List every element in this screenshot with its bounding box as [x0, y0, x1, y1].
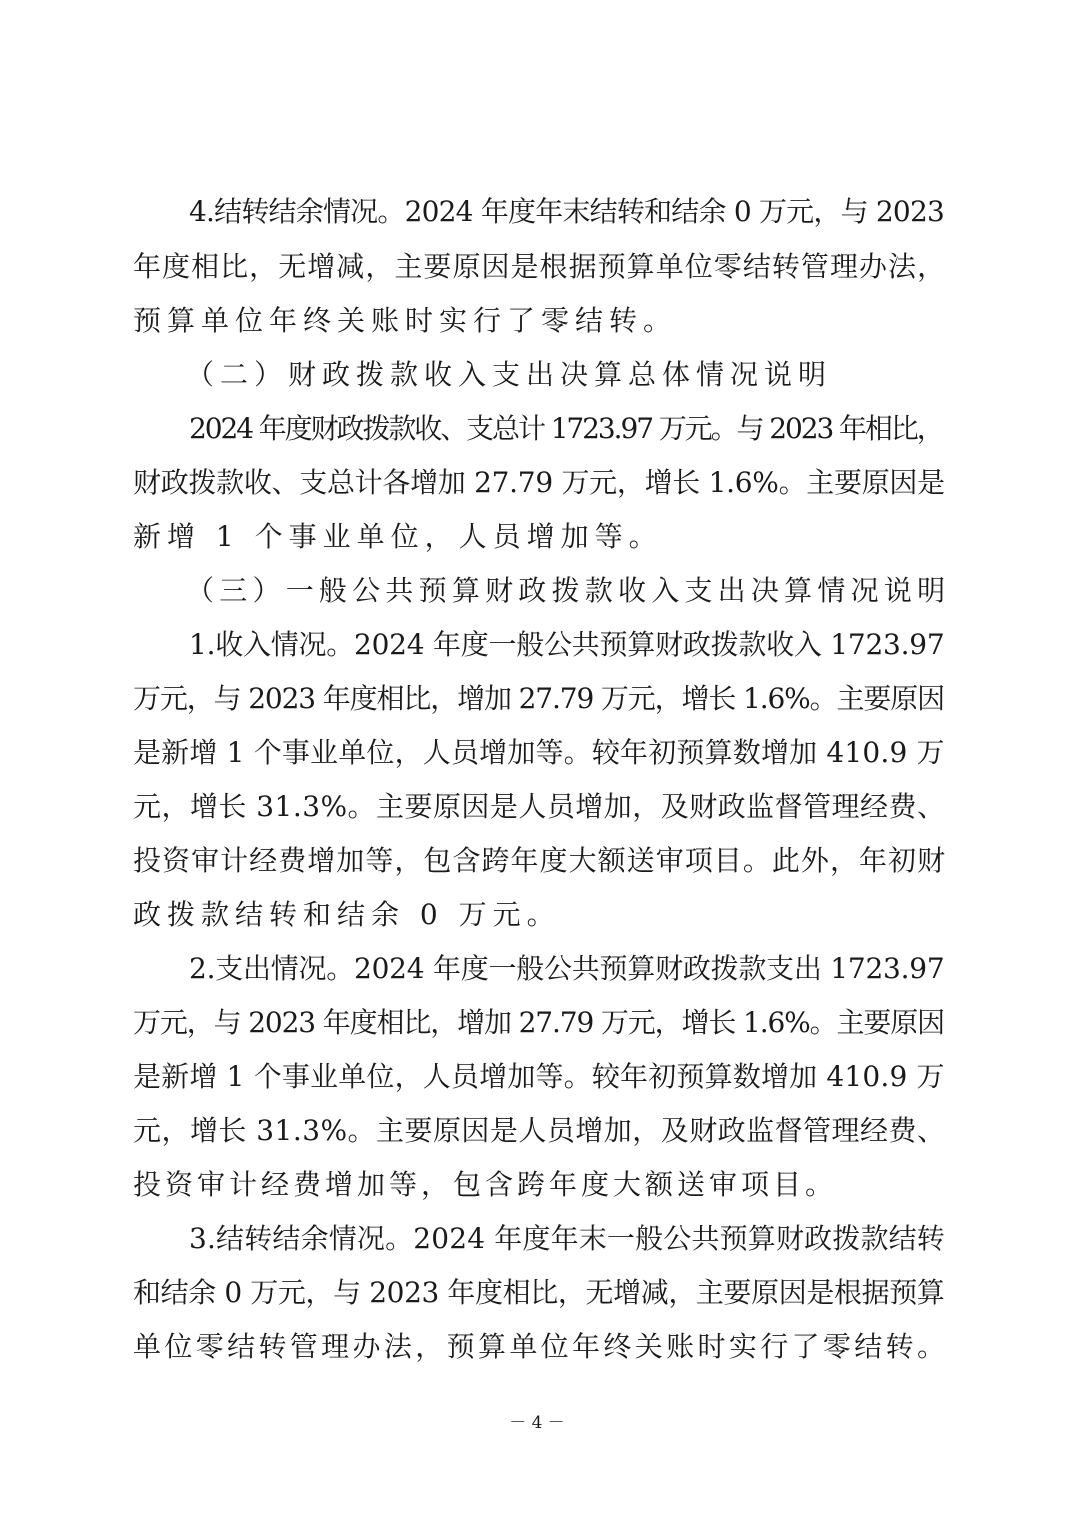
paragraph-expenditure-line-5: 投资审计经费增加等，包含跨年度大额送审项目。 [133, 1168, 838, 1201]
paragraph-carryover-general-line-1: 3.结转结余情况。2024 年度年末一般公共预算财政拨款结转 [189, 1222, 945, 1255]
paragraph-carryover-line-1: 4.结转结余情况。2024 年度年末结转和结余 0 万元，与 2023 [189, 195, 944, 228]
paragraph-expenditure-line-1: 2.支出情况。2024 年度一般公共预算财政拨款支出 1723.97 [189, 952, 945, 985]
section-heading-general-public-budget: （三）一般公共预算财政拨款收入支出决算情况说明 [186, 574, 951, 607]
paragraph-carryover-line-2: 年度相比，无增减，主要原因是根据预算单位零结转管理办法， [133, 250, 947, 283]
paragraph-income-line-1: 1.收入情况。2024 年度一般公共预算财政拨款收入 1723.97 [189, 628, 945, 661]
paragraph-income-line-3: 是新增 1 个事业单位，人员增加等。较年初预算数增加 410.9 万 [133, 736, 945, 769]
paragraph-income-line-4: 元，增长 31.3%。主要原因是人员增加，及财政监督管理经费、 [133, 790, 946, 823]
paragraph-fiscal-overview-line-2: 财政拨款收、支总计各增加 27.79 万元，增长 1.6%。主要原因是 [133, 466, 945, 499]
paragraph-carryover-general-line-3: 单位零结转管理办法，预算单位年终关账时实行了零结转。 [133, 1330, 949, 1363]
paragraph-expenditure-line-2: 万元，与 2023 年度相比，增加 27.79 万元，增长 1.6%。主要原因 [133, 1006, 944, 1039]
paragraph-expenditure-line-4: 元，增长 31.3%。主要原因是人员增加，及财政监督管理经费、 [133, 1114, 946, 1147]
paragraph-income-line-5: 投资审计经费增加等，包含跨年度大额送审项目。此外，年初财 [133, 844, 947, 877]
page-number: － 4 － [509, 1413, 565, 1433]
paragraph-income-line-2: 万元，与 2023 年度相比，增加 27.79 万元，增长 1.6%。主要原因 [133, 682, 944, 715]
paragraph-expenditure-line-3: 是新增 1 个事业单位，人员增加等。较年初预算数增加 410.9 万 [133, 1060, 945, 1093]
paragraph-income-line-6: 政拨款结转和结余 0 万元。 [133, 898, 561, 931]
paragraph-fiscal-overview-line-3: 新增 1 个事业单位，人员增加等。 [133, 520, 663, 553]
section-heading-fiscal-appropriation-overview: （二）财政拨款收入支出决算总体情况说明 [186, 358, 833, 391]
paragraph-carryover-general-line-2: 和结余 0 万元，与 2023 年度相比，无增减，主要原因是根据预算 [133, 1276, 945, 1309]
paragraph-carryover-line-3: 预算单位年终关账时实行了零结转。 [133, 304, 678, 337]
paragraph-fiscal-overview-line-1: 2024 年度财政拨款收、支总计 1723.97 万元。与 2023 年相比， [189, 412, 943, 445]
